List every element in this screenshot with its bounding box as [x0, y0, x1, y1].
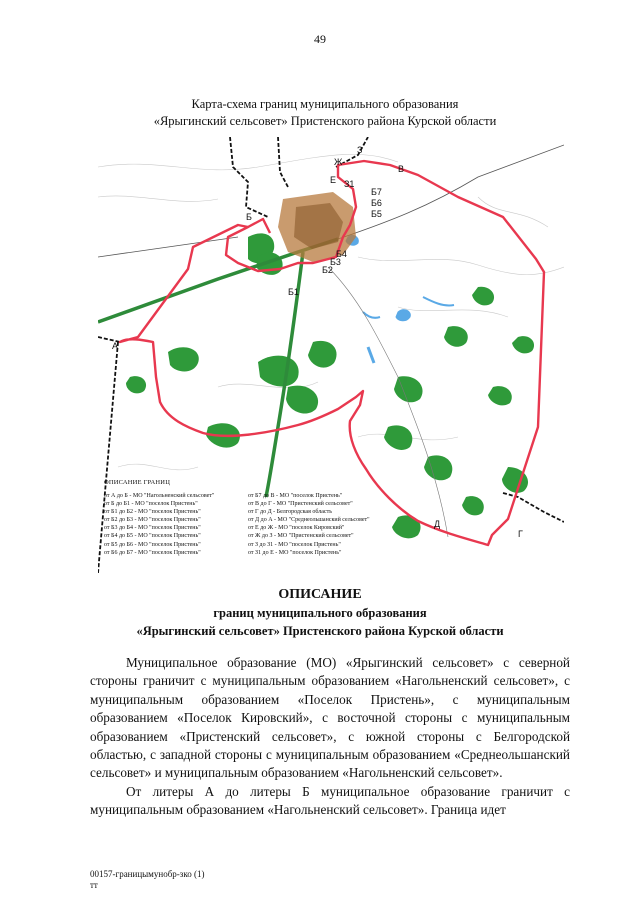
label-b3: Б3 [330, 257, 341, 267]
footer-initials: тт [90, 880, 98, 890]
label-b1: Б1 [288, 287, 299, 297]
legend-row [104, 524, 404, 532]
section-heading: ОПИСАНИЕ [278, 587, 362, 602]
legend-entry: от Б3 до Б4 - МО "поселок Пристень" [104, 525, 201, 532]
legend-row [104, 532, 404, 540]
label-z1: З1 [344, 179, 355, 189]
forest-patch [424, 455, 452, 480]
legend-entry: от З1 до Е - МО "поселок Пристень" [248, 549, 342, 556]
forest-patch [512, 336, 534, 353]
map-title-line2: «Ярыгинский сельсовет» Пристенского района Курской области [153, 114, 497, 128]
paragraph: Муниципальное образование (МО) «Ярыгинский сельсовет» с северной стороны граничит с муниципальным образованием «Нагольненский сельсовет», с муниципальным образованием «Поселок Пристень», с муниципальным образованием «Поселок Кировский», с восточной стороны с муниципальным образованием «Пристенский сельсовет», с южной стороны с Белгородской областью, с западной стороны с муниципальным образованием «Среднеольшанский сельсовет» и муниципальным образованием «Нагольненский сельсовет». [90, 655, 570, 781]
admin-line [230, 137, 268, 217]
legend-entry: от Б7 до В - МО "поселок Пристень" [248, 493, 343, 499]
forest-patch [168, 347, 199, 371]
legend-row [104, 516, 404, 524]
pond [396, 310, 410, 321]
legend-row [104, 541, 404, 549]
map-title [90, 96, 560, 130]
label-zh: Ж [334, 157, 343, 167]
forest-patch [394, 376, 423, 402]
legend-entry: от Б6 до Б7 - МО "поселок Пристень" [104, 549, 201, 556]
section-subheading-2: «Ярыгинский сельсовет» Пристенского района Курской области [136, 624, 504, 638]
forest-patch [488, 386, 512, 405]
legend-entry: от А до Б - МО "Нагольненский сельсовет" [104, 493, 215, 499]
page-number: 49 [314, 32, 326, 46]
boundary-legend [104, 492, 404, 557]
stream [423, 297, 454, 305]
legend-entry: от З до З1 - МО "поселок Пристень" [248, 541, 341, 548]
legend-entry: от В до Г - МО "Пристенский сельсовет" [248, 501, 353, 508]
forest-patch [444, 326, 468, 347]
body-text [90, 654, 570, 820]
legend-entry: от Б4 до Б5 - МО "поселок Пристень" [104, 533, 201, 540]
label-z: З [357, 145, 363, 155]
road [98, 237, 238, 257]
footer [90, 869, 204, 891]
section-subheading: границ муниципального образования [213, 606, 427, 620]
legend-entry: от Е до Ж - МО "поселок Кировский" [248, 525, 345, 532]
label-g: Г [518, 529, 523, 539]
label-a: А [112, 341, 119, 351]
forest-patch [472, 287, 494, 306]
legend-entry: от Д до А - МО "Среднеольшанский сельсовет" [248, 517, 370, 524]
legend-entry: от Б5 до Б6 - МО "поселок Пристень" [104, 541, 201, 548]
label-b7: Б7 [371, 187, 382, 197]
water-bodies [346, 235, 454, 363]
legend-row [104, 549, 404, 557]
legend-entry: от Б1 до Б2 - МО "поселок Пристень" [104, 509, 201, 516]
map-title-line1: Карта-схема границ муниципального образования [191, 97, 459, 111]
legend-entry: от Ж до З - МО "Пристенский сельсовет" [248, 533, 354, 540]
label-d: Д [434, 519, 441, 529]
legend-row [104, 492, 404, 500]
legend-entry: от Б до Б1 - МО "поселок Пристень" [104, 501, 198, 508]
stream [363, 312, 380, 318]
forest-patch [286, 386, 318, 414]
forest-patch [308, 341, 337, 368]
forest-patch [384, 425, 412, 450]
forest-patch [258, 356, 299, 387]
label-b: Б [246, 212, 252, 222]
label-v: В [398, 164, 405, 174]
label-e: Е [330, 175, 337, 185]
label-b5: Б5 [371, 209, 382, 219]
legend-row [104, 508, 404, 516]
legend-row [104, 500, 404, 508]
label-b2: Б2 [322, 265, 333, 275]
footer-filename: 00157-границымунобр-зко (1) [90, 869, 205, 879]
forest-patch [126, 376, 146, 393]
legend-entry: от Г до Д - Белгородская область [248, 509, 332, 516]
stream [368, 347, 374, 363]
label-b4: Б4 [336, 249, 347, 259]
forest-patch [462, 496, 484, 515]
legend-entry: от Б2 до Б3 - МО "поселок Пристень" [104, 517, 201, 524]
paragraph: От литеры А до литеры Б муниципальное образование граничит с муниципальным образованием «Нагольненский сельсовет». Граница идет [90, 783, 570, 818]
label-b6: Б6 [371, 198, 382, 208]
legend-heading: ОПИСАНИЕ ГРАНИЦ [104, 479, 171, 486]
